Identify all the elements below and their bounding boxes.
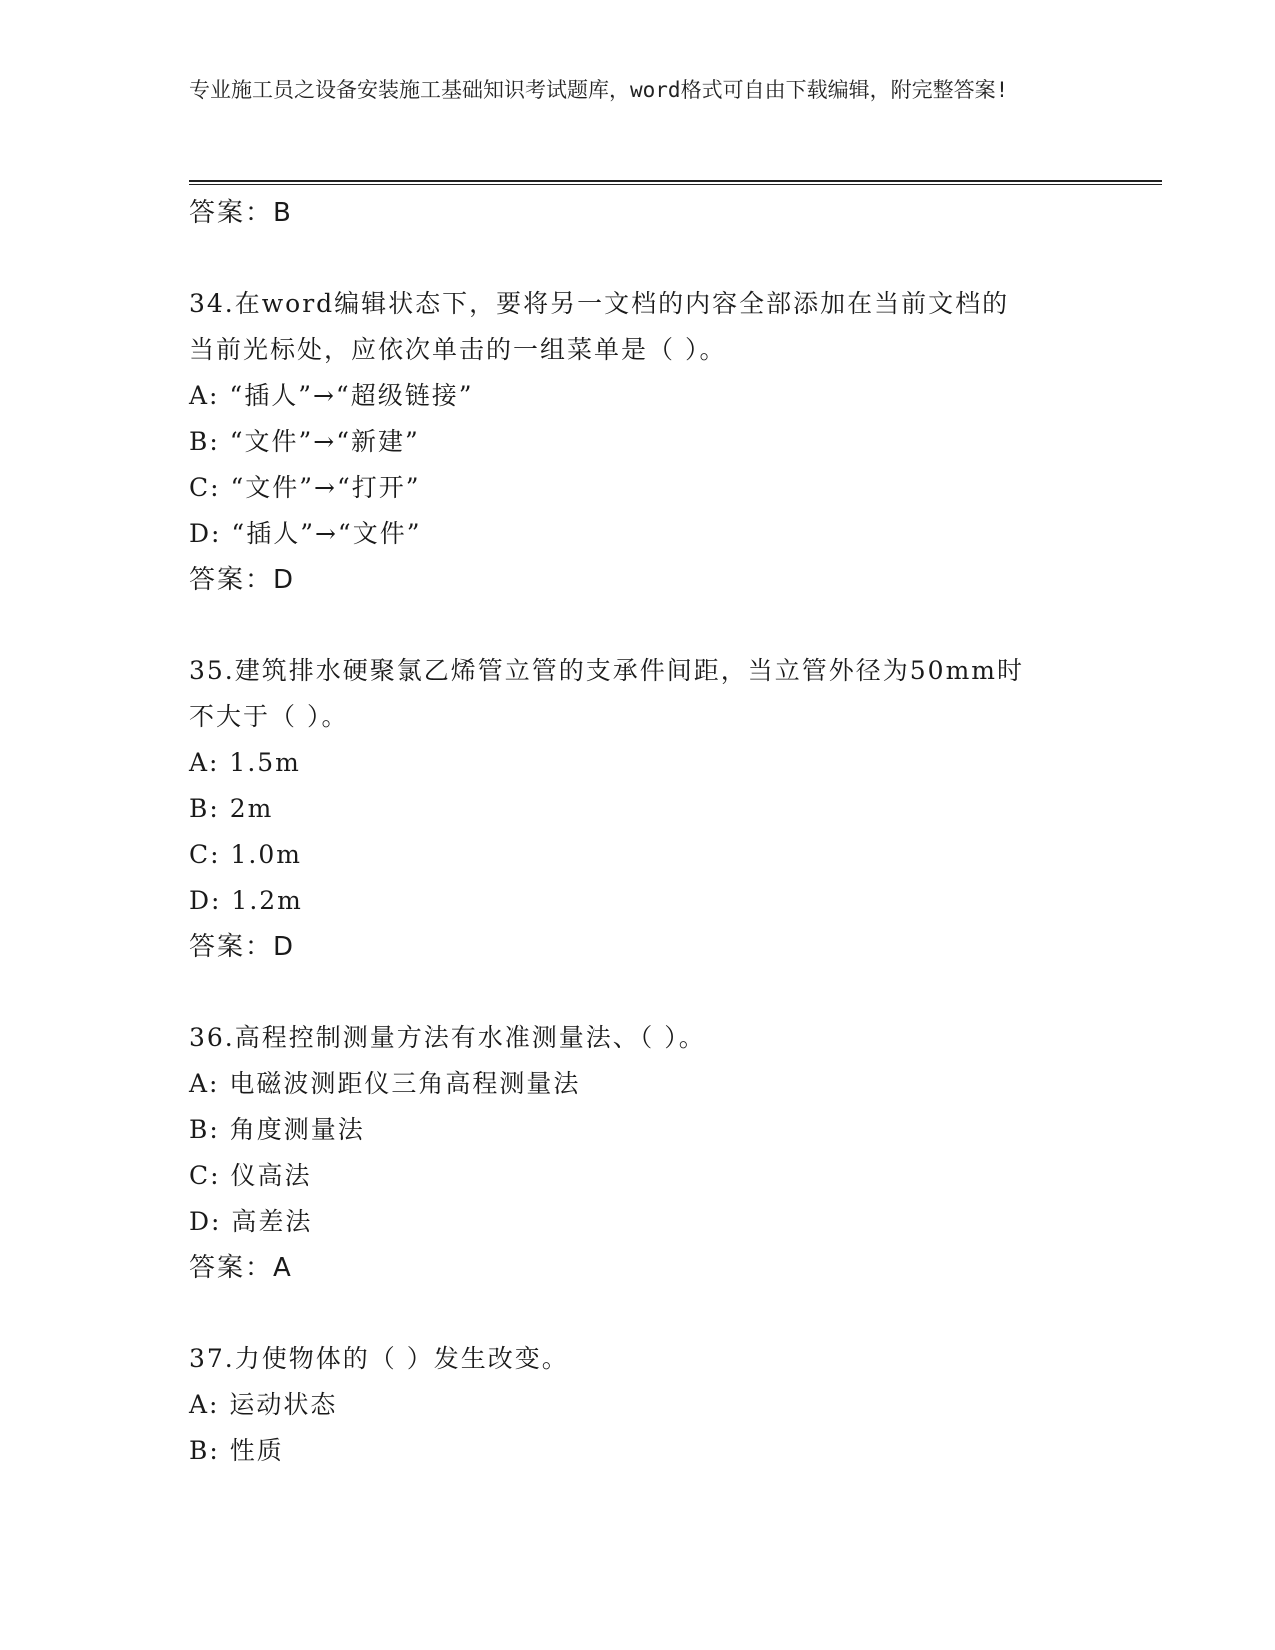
question-35	[189, 648, 1089, 970]
question-stem: 不大于（ ）。	[189, 702, 349, 731]
answer-line: 答案：D	[189, 932, 296, 962]
header-divider-thin	[189, 184, 1162, 185]
option-a: A: “插人”→“超级链接”	[189, 381, 474, 410]
option-c: C: “文件”→“打开”	[189, 473, 421, 502]
question-stem: 当前光标处，应依次单击的一组菜单是（ ）。	[189, 335, 727, 364]
option-b: B: 2m	[189, 794, 274, 823]
option-d: D: 1.2m	[189, 886, 303, 915]
header-divider	[189, 180, 1162, 182]
option-b: B: “文件”→“新建”	[189, 427, 420, 456]
option-a: A: 运动状态	[189, 1390, 338, 1419]
question-36	[189, 1015, 1089, 1291]
option-c: C: 1.0m	[189, 840, 302, 869]
answer-line: 答案：D	[189, 565, 296, 595]
option-a: A: 1.5m	[189, 748, 301, 777]
answer-line: 答案：B	[189, 198, 293, 228]
option-c: C: 仪高法	[189, 1161, 312, 1190]
option-b: B: 角度测量法	[189, 1115, 365, 1144]
question-37	[189, 1336, 1089, 1474]
question-list	[189, 190, 1089, 1474]
answer-line: 答案：A	[189, 1253, 293, 1283]
question-34	[189, 281, 1089, 603]
option-d: D: “插人”→“文件”	[189, 519, 422, 548]
option-a: A: 电磁波测距仪三角高程测量法	[189, 1069, 581, 1098]
page-header: 专业施工员之设备安装施工基础知识考试题库，word格式可自由下载编辑，附完整答案!	[189, 78, 1009, 102]
question-stem: 36.高程控制测量方法有水准测量法、（ ）。	[189, 1023, 706, 1052]
question-stem: 35.建筑排水硬聚氯乙烯管立管的支承件间距，当立管外径为50mm时	[189, 656, 1024, 685]
option-b: B: 性质	[189, 1436, 284, 1465]
question-stem: 37.力使物体的（ ）发生改变。	[189, 1344, 569, 1373]
question-stem: 34.在word编辑状态下，要将另一文档的内容全部添加在当前文档的	[189, 289, 1010, 318]
option-d: D: 高差法	[189, 1207, 313, 1236]
